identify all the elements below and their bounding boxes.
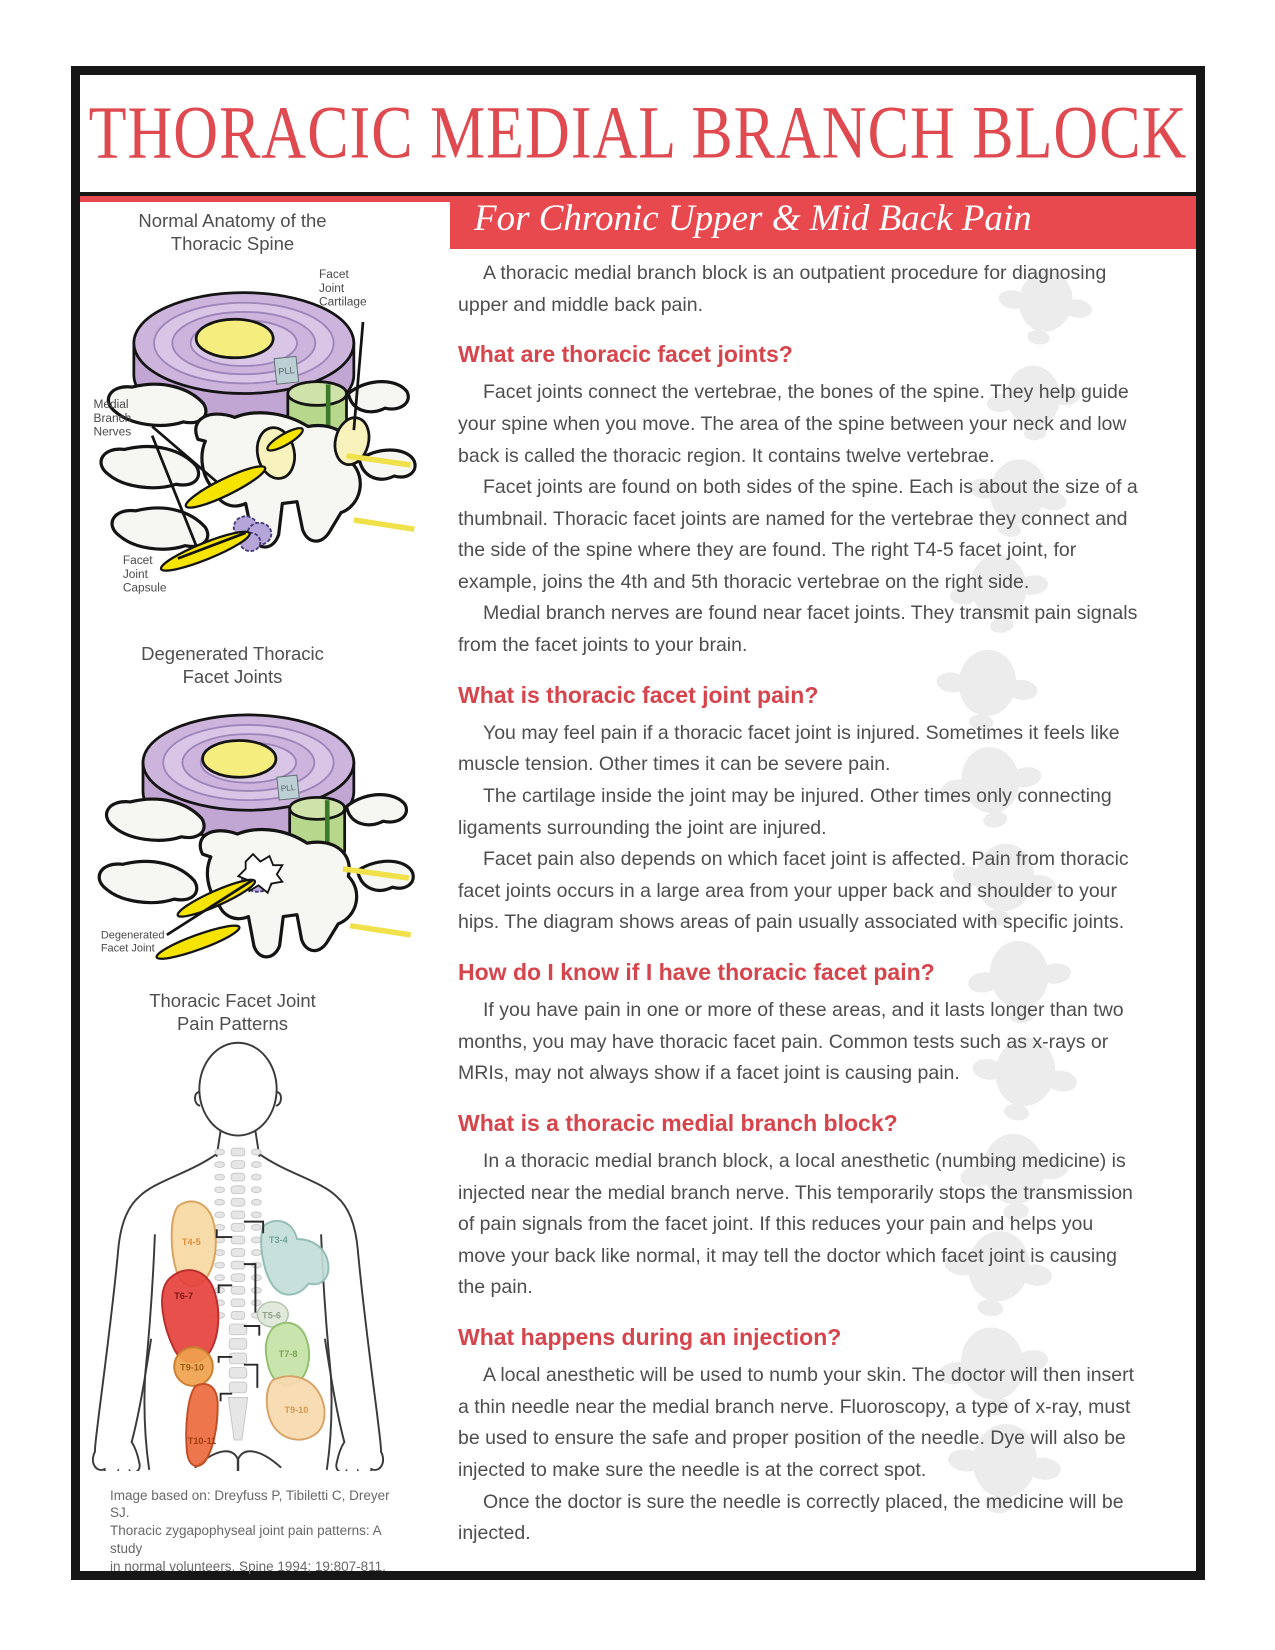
section-heading-facet-joints: What are thoracic facet joints? bbox=[458, 341, 793, 368]
figure-caption-line: Thoracic Facet Joint bbox=[149, 989, 316, 1011]
degenerated-joint-label: Degenerated Facet Joint bbox=[100, 929, 165, 955]
pain-label-t9-10-right: T9-10 bbox=[284, 1404, 309, 1415]
pain-label-t10-11: T10-11 bbox=[187, 1435, 217, 1446]
paragraph: Once the doctor is sure the needle is correctly placed, the medicine will be injected. bbox=[458, 1490, 1124, 1545]
page-frame bbox=[71, 66, 1205, 1580]
pain-label-t4-5: T4-5 bbox=[181, 1236, 201, 1247]
page-title: THORACIC MEDIAL BRANCH BLOCK bbox=[88, 91, 1188, 175]
image-citation bbox=[110, 1487, 402, 1576]
pain-region-t3-4 bbox=[261, 1220, 328, 1294]
section-heading-injection: What happens during an injection? bbox=[458, 1324, 842, 1351]
capsule-label: Facet Joint Capsule bbox=[122, 552, 167, 595]
figure-caption-normal-anatomy bbox=[80, 210, 385, 256]
section-heading-what-is-block: What is a thoracic medial branch block? bbox=[458, 1109, 898, 1136]
paragraph: The cartilage inside the joint may be injured. Other times only connecting ligaments surrounding the joint are injured. bbox=[458, 785, 1112, 839]
paragraph: Facet joints are found on both sides of the spine. Each is about the size of a thumbnail. Thoracic facet joints are named for the vertebrae they connect and the side of the spine where they are found. The right T4-5 facet joint, for example, joins the 4th and 5th thoracic vertebrae on the right side. bbox=[458, 476, 1138, 593]
medial-branch-nerves-label: Medial Branch Nerves bbox=[93, 397, 132, 439]
title-bar bbox=[80, 75, 1196, 192]
pain-label-t3-4: T3-4 bbox=[268, 1234, 288, 1245]
pain-label-t9-10-left: T9-10 bbox=[180, 1362, 204, 1373]
pain-label-t5-6: T5-6 bbox=[262, 1309, 282, 1320]
pain-label-t6-7: T6-7 bbox=[174, 1290, 194, 1301]
figure-caption-line: Facet Joints bbox=[182, 665, 283, 687]
pll-label: PLL bbox=[280, 782, 296, 794]
paragraph: You may feel pain if a thoracic facet joint is injured. Sometimes it feels like muscle tension. Other times it can be severe pain. bbox=[458, 721, 1120, 776]
citation-line: in normal volunteers. Spine 1994; 19:807-811. bbox=[110, 1558, 386, 1574]
paragraph: If you have pain in one or more of these areas, and it lasts longer than two months, you may have thoracic facet pain. Common tests such as x-rays or MRIs, may not always show if a facet joint is causing pain. bbox=[458, 999, 1124, 1085]
figure-caption-pain-patterns bbox=[80, 990, 385, 1036]
main-text-column bbox=[450, 249, 1196, 1571]
page-subtitle: For Chronic Upper & Mid Back Pain bbox=[474, 198, 1032, 239]
figure-caption-line: Pain Patterns bbox=[176, 1012, 289, 1034]
normal-anatomy-illustration bbox=[88, 256, 418, 641]
pain-patterns-illustration bbox=[88, 1036, 388, 1471]
paragraph: A local anesthetic will be used to numb your skin. The doctor will then insert a thin needle near the medial branch nerve. Fluoroscopy, a type of x-ray, must be used to ensure the safe and proper position of the needle. Dye will also be injected to make sure the needle is at the correct spot. bbox=[458, 1364, 1135, 1482]
paragraph: In a thoracic medial branch block, a local anesthetic (numbing medicine) is injected near the medial branch nerve. This temporarily stops the transmission of pain signals from the facet joint. If this reduces your pain and helps you move your back like normal, it may tell the doctor which facet joint is causing the pain. bbox=[458, 1150, 1133, 1299]
pain-label-t7-8: T7-8 bbox=[278, 1348, 298, 1359]
degenerated-facet-illustration bbox=[88, 689, 418, 969]
paragraph: Medial branch nerves are found near facet joints. They transmit pain signals from the facet joints to your brain. bbox=[458, 602, 1138, 657]
pll-label: PLL bbox=[277, 364, 296, 377]
citation-line: Image based on: Dreyfuss P, Tibiletti C, Dreyer SJ. bbox=[110, 1487, 390, 1521]
figure-caption-line: Degenerated Thoracic bbox=[141, 642, 324, 664]
figure-column bbox=[80, 202, 450, 1574]
cartilage-label: Facet Joint Cartilage bbox=[319, 266, 367, 309]
figure-caption-line: Thoracic Spine bbox=[170, 232, 295, 254]
intro-paragraph: A thoracic medial branch block is an outpatient procedure for diagnosing upper and middle back pain. bbox=[458, 262, 1107, 316]
figure-caption-line: Normal Anatomy of the bbox=[138, 210, 327, 231]
section-heading-how-do-i-know: How do I know if I have thoracic facet pain? bbox=[458, 958, 935, 985]
citation-line: Thoracic zygapophyseal joint pain patterns: A study bbox=[110, 1523, 381, 1557]
section-heading-facet-pain: What is thoracic facet joint pain? bbox=[458, 681, 819, 708]
paragraph: Facet joints connect the vertebrae, the bones of the spine. They help guide your spine when you move. The area of the spine between your neck and low back is called the thoracic region. It contains twelve vertebrae. bbox=[458, 381, 1129, 467]
paragraph: Facet pain also depends on which facet joint is affected. Pain from thoracic facet joints occurs in a large area from your upper back and shoulder to your hips. The diagram shows areas of pain usually associated with specific joints. bbox=[458, 848, 1129, 934]
article-text bbox=[450, 249, 1196, 1550]
figure-caption-degenerated bbox=[80, 643, 385, 689]
